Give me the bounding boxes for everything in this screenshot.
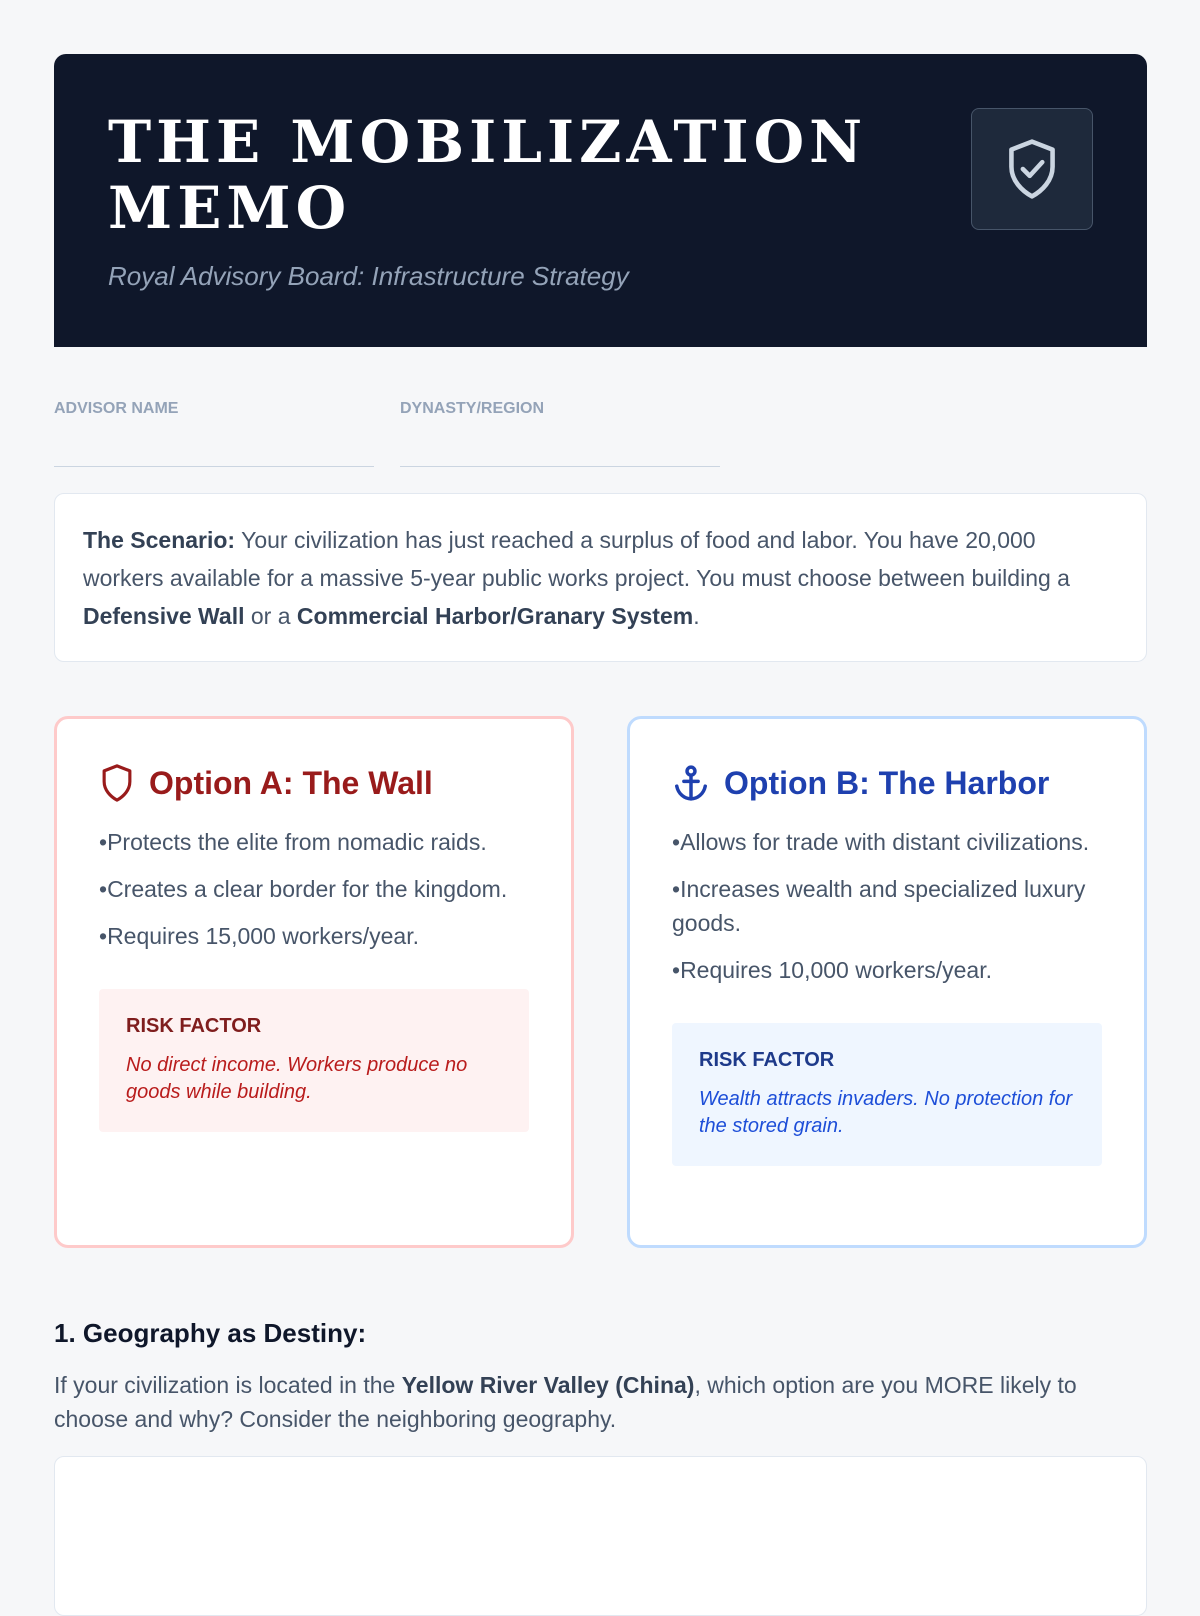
option-a-bullets (99, 825, 529, 953)
dynasty-region-field (400, 400, 720, 467)
scenario-box (54, 493, 1147, 662)
scenario-option-b: Commercial Harbor/Granary System (296, 603, 694, 629)
page-title: THE MOBILIZATION MEMO (108, 108, 868, 242)
question-text: , which option are you MORE likely to choose and why? Consider the neighboring geography. (54, 1372, 1077, 1432)
shield-check-icon (1004, 137, 1060, 201)
dynasty-region-input[interactable] (400, 446, 720, 467)
scenario-lead: The Scenario: (83, 527, 236, 553)
option-a-header (99, 763, 529, 803)
list-item: • Allows for trade with distant civilizations. (672, 825, 1102, 859)
risk-label: RISK FACTOR (126, 1015, 262, 1037)
option-b-card (627, 716, 1147, 1248)
scenario-option-a: Defensive Wall (83, 603, 245, 629)
option-b-header (672, 763, 1102, 803)
list-item: • Requires 15,000 workers/year. (99, 919, 529, 953)
question-1-prompt (54, 1368, 1154, 1436)
risk-text: No direct income. Workers produce no goods while building. (126, 1054, 468, 1103)
risk-text: Wealth attracts invaders. No protection for the stored grain. (699, 1088, 1073, 1137)
header-badge (971, 108, 1093, 230)
question-text: If your civilization is located in the (54, 1372, 402, 1398)
option-b-risk-box (672, 1023, 1102, 1166)
advisor-name-label: ADVISOR NAME (54, 400, 179, 417)
scenario-text: or a (244, 603, 297, 629)
header-banner (54, 54, 1147, 347)
option-b-title: Option B: The Harbor (724, 764, 1050, 801)
option-a-risk-box (99, 989, 529, 1132)
anchor-icon (672, 763, 710, 803)
scenario-text: . (693, 603, 700, 629)
advisor-name-field (54, 400, 374, 467)
list-item: • Creates a clear border for the kingdom. (99, 872, 529, 906)
scenario-text: Your civilization has just reached a surplus of food and labor. You have 20,000 workers available for a massive 5-year public works project. You must choose between building a (83, 527, 1070, 591)
option-a-card (54, 716, 574, 1248)
list-item: • Increases wealth and specialized luxury goods. (672, 872, 1102, 940)
advisor-name-input[interactable] (54, 446, 374, 467)
page-subtitle: Royal Advisory Board: Infrastructure Strategy (108, 261, 629, 291)
shield-icon (99, 763, 135, 803)
question-1-title: 1. Geography as Destiny: (54, 1318, 367, 1348)
list-item: • Protects the elite from nomadic raids. (99, 825, 529, 859)
option-a-title: Option A: The Wall (149, 764, 433, 801)
list-item: • Requires 10,000 workers/year. (672, 953, 1102, 987)
option-b-bullets (672, 825, 1102, 987)
question-place: Yellow River Valley (China) (401, 1372, 695, 1398)
question-1-answer-box[interactable] (54, 1456, 1147, 1616)
risk-label: RISK FACTOR (699, 1049, 835, 1071)
dynasty-region-label: DYNASTY/REGION (400, 400, 545, 417)
